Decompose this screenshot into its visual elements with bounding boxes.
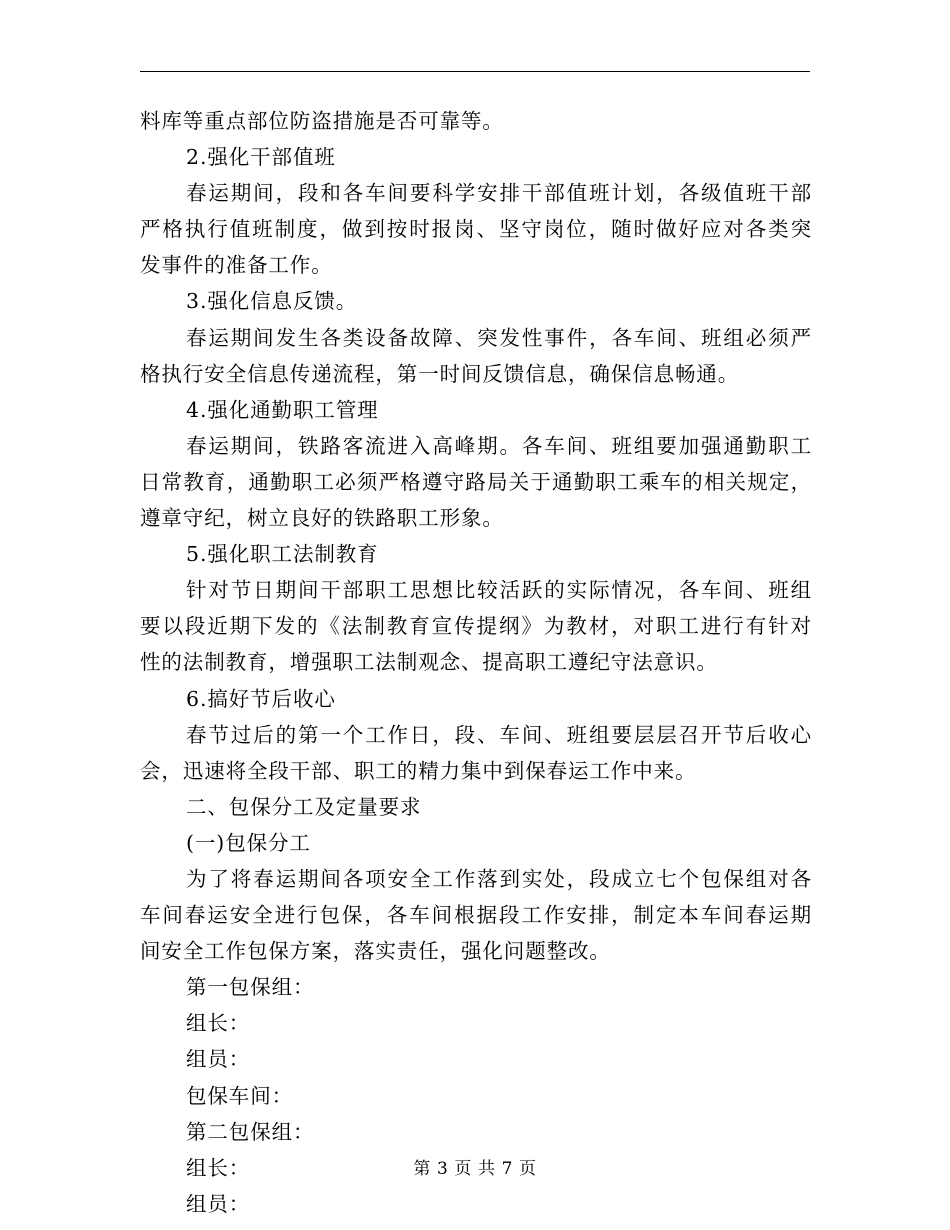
text-line: (一)包保分工 [186, 830, 311, 855]
text-line: 为了将春运期间各项安全工作落到实处，段成立七个包保组对各 [186, 866, 812, 891]
text-line: 第一包保组： [186, 975, 315, 1000]
text-line: 2.强化干部值班 [186, 145, 336, 170]
text-line: 包保车间： [186, 1083, 293, 1108]
text-line: 会，迅速将全段干部、职工的精力集中到保春运工作中来。 [140, 758, 697, 783]
text-line: 针对节日期间干部职工思想比较活跃的实际情况，各车间、班组 [186, 578, 812, 603]
text-line: 5.强化职工法制教育 [186, 542, 379, 567]
text-line: 间安全工作包保方案，落实责任，强化问题整改。 [140, 939, 611, 964]
text-line: 要以段近期下发的《法制教育宣传提纲》为教材，对职工进行有针对 [140, 614, 812, 639]
text-line: 格执行安全信息传递流程，第一时间反馈信息，确保信息畅通。 [140, 361, 740, 386]
text-line: 二、包保分工及定量要求 [186, 794, 422, 819]
text-line: 4.强化通勤职工管理 [186, 397, 379, 422]
text-line: 3.强化信息反馈。 [186, 289, 358, 314]
text-line: 组长： [186, 1011, 251, 1036]
text-line: 组员： [186, 1047, 251, 1072]
page-footer: 第 3 页 共 7 页 [413, 1159, 537, 1179]
text-line: 组长： [186, 1155, 251, 1180]
text-line: 组员： [186, 1191, 251, 1216]
text-line: 第二包保组： [186, 1119, 315, 1144]
text-line: 料库等重点部位防盗措施是否可靠等。 [140, 109, 504, 133]
text-line: 严格执行值班制度，做到按时报岗、坚守岗位，随时做好应对各类突 [140, 217, 812, 242]
text-line: 6.搞好节后收心 [186, 686, 336, 711]
text-line: 日常教育，通勤职工必须严格遵守路局关于通勤职工乘车的相关规定， [140, 469, 812, 494]
text-line: 车间春运安全进行包保，各车间根据段工作安排，制定本车间春运期 [140, 903, 812, 928]
text-line: 春运期间发生各类设备故障、突发性事件，各车间、班组必须严 [186, 325, 812, 350]
text-line: 性的法制教育，增强职工法制观念、提高职工遵纪守法意识。 [140, 650, 718, 675]
text-line: 发事件的准备工作。 [140, 253, 333, 278]
header-rule [140, 71, 810, 72]
text-line: 春运期间，段和各车间要科学安排干部值班计划，各级值班干部 [186, 181, 812, 206]
document-body [140, 103, 812, 1222]
text-line: 遵章守纪，树立良好的铁路职工形象。 [140, 506, 504, 531]
text-line: 春运期间，铁路客流进入高峰期。各车间、班组要加强通勤职工 [186, 433, 812, 458]
text-line: 春节过后的第一个工作日，段、车间、班组要层层召开节后收心 [186, 722, 812, 747]
